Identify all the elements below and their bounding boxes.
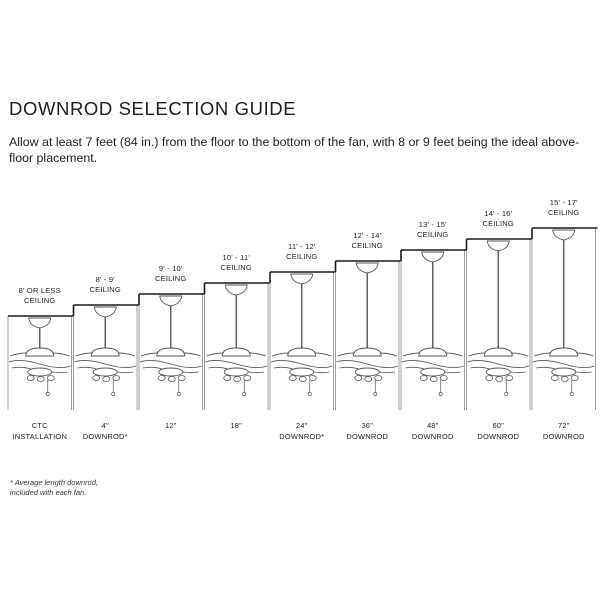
light-bulb-icon <box>375 376 382 381</box>
downrod-length-label: 18" <box>230 421 243 430</box>
ceiling-height-label: 9' - 10' <box>158 264 183 273</box>
ceiling-height-label: 14' - 16' <box>484 209 513 218</box>
downrod-length-label: DOWNROD* <box>279 432 325 441</box>
downrod-length-label: 72" <box>557 421 570 430</box>
fan-panel <box>139 264 205 430</box>
ceiling-height-label: CEILING <box>417 230 449 239</box>
ceiling-height-label: 8' - 9' <box>95 275 115 284</box>
downrod-length-label: 36" <box>361 421 374 430</box>
pull-chain-fob-icon <box>177 392 180 395</box>
light-bulb-icon <box>551 376 558 381</box>
light-kit-icon <box>224 368 248 376</box>
downrod-length-label: 48" <box>426 421 439 430</box>
guide-intro: Allow at least 7 feet (84 in.) from the floor to the bottom of the fan, with 8 or 9 feet being the ideal above-floor placement. <box>9 135 580 165</box>
canopy-icon <box>29 318 51 328</box>
light-bulb-icon <box>234 377 241 382</box>
downrod-length-label: 4" <box>101 421 109 430</box>
fan-blade-front <box>533 360 595 367</box>
light-bulb-icon <box>430 377 437 382</box>
canopy-icon <box>291 274 313 284</box>
ceiling-height-label: 15' - 17' <box>549 198 578 207</box>
pull-chain-fob-icon <box>570 392 573 395</box>
fan-blade-front <box>271 360 333 367</box>
ceiling-height-label: CEILING <box>155 274 187 283</box>
motor-housing-icon <box>157 348 185 356</box>
canopy-icon <box>422 252 444 262</box>
light-bulb-icon <box>158 376 165 381</box>
fan-panel <box>336 231 402 441</box>
guide-title: DOWNROD SELECTION GUIDE <box>9 98 297 119</box>
ceiling-height-label: CEILING <box>89 285 121 294</box>
fan-panel <box>532 198 598 441</box>
canopy-icon <box>356 263 378 273</box>
footnote-line-2: included with each fan. <box>10 488 87 497</box>
pull-chain-fob-icon <box>505 392 508 395</box>
fan-panel <box>270 242 336 441</box>
light-bulb-icon <box>506 376 513 381</box>
light-kit-icon <box>552 368 576 376</box>
light-bulb-icon <box>27 376 34 381</box>
downrod-length-label: INSTALLATION <box>12 432 68 441</box>
downrod-length-label: 12" <box>164 421 177 430</box>
pull-chain-fob-icon <box>112 392 115 395</box>
canopy-icon <box>225 285 247 295</box>
motor-housing-icon <box>353 348 381 356</box>
ceiling-height-label: 10' - 11' <box>222 253 250 262</box>
light-bulb-icon <box>103 377 110 382</box>
light-bulb-icon <box>365 377 372 382</box>
light-bulb-icon <box>561 377 568 382</box>
pull-chain-fob-icon <box>308 392 311 395</box>
light-bulb-icon <box>299 377 306 382</box>
ceiling-height-label: CEILING <box>351 241 383 250</box>
light-kit-icon <box>486 368 510 376</box>
downrod-length-label: DOWNROD <box>346 432 389 441</box>
light-bulb-icon <box>93 376 100 381</box>
motor-housing-icon <box>288 348 316 356</box>
fan-blade-front <box>337 360 399 367</box>
motor-housing-icon <box>26 348 54 356</box>
downrod-length-label: 24" <box>295 421 308 430</box>
light-bulb-icon <box>168 377 175 382</box>
motor-housing-icon <box>484 348 512 356</box>
fan-panel <box>8 286 74 441</box>
downrod-length-label: CTC <box>31 421 48 430</box>
light-kit-icon <box>421 368 445 376</box>
canopy-icon <box>553 230 575 240</box>
motor-housing-icon <box>91 348 119 356</box>
light-bulb-icon <box>47 376 54 381</box>
light-kit-icon <box>290 368 314 376</box>
ceiling-height-label: 11' - 12' <box>288 242 316 251</box>
canopy-icon <box>94 307 116 317</box>
fan-blade-front <box>9 360 71 367</box>
motor-housing-icon <box>222 348 250 356</box>
motor-housing-icon <box>419 348 447 356</box>
canopy-icon <box>487 241 509 251</box>
light-kit-icon <box>28 368 52 376</box>
downrod-length-label: DOWNROD* <box>82 432 128 441</box>
fan-blade-front <box>468 360 530 367</box>
fan-panel <box>467 209 533 441</box>
light-bulb-icon <box>309 376 316 381</box>
pull-chain-fob-icon <box>374 392 377 395</box>
downrod-length-label: DOWNROD <box>411 432 454 441</box>
ceiling-height-label: CEILING <box>482 219 514 228</box>
fan-blade-front <box>402 360 464 367</box>
pull-chain-fob-icon <box>46 392 49 395</box>
light-bulb-icon <box>178 376 185 381</box>
ceiling-height-label: CEILING <box>548 208 580 217</box>
light-bulb-icon <box>571 376 578 381</box>
fan-panel <box>401 220 467 441</box>
downrod-length-label: 60" <box>492 421 505 430</box>
light-kit-icon <box>93 368 117 376</box>
pull-chain-fob-icon <box>243 392 246 395</box>
light-bulb-icon <box>420 376 427 381</box>
light-kit-icon <box>355 368 379 376</box>
fan-panel <box>205 253 271 430</box>
fan-blade-front <box>206 360 268 367</box>
canopy-icon <box>160 296 182 306</box>
ceiling-height-label: 8' OR LESS <box>18 286 61 295</box>
fan-panel <box>74 275 140 441</box>
light-bulb-icon <box>113 376 120 381</box>
light-kit-icon <box>159 368 183 376</box>
ceiling-height-label: 12' - 14' <box>353 231 382 240</box>
downrod-length-label: DOWNROD <box>542 432 585 441</box>
ceiling-height-label: 13' - 15' <box>418 220 447 229</box>
downrod-length-label: DOWNROD <box>477 432 520 441</box>
pull-chain-fob-icon <box>439 392 442 395</box>
light-bulb-icon <box>496 377 503 382</box>
footnote-line-1: * Average length downrod, <box>10 478 98 487</box>
fan-blade-front <box>75 360 137 367</box>
motor-housing-icon <box>550 348 578 356</box>
footnote <box>10 478 98 498</box>
light-bulb-icon <box>224 376 231 381</box>
fan-blade-front <box>140 360 202 367</box>
light-bulb-icon <box>37 377 44 382</box>
light-bulb-icon <box>289 376 296 381</box>
ceiling-height-label: CEILING <box>220 263 252 272</box>
light-bulb-icon <box>244 376 251 381</box>
ceiling-height-label: CEILING <box>24 296 56 305</box>
light-bulb-icon <box>440 376 447 381</box>
light-bulb-icon <box>486 376 493 381</box>
ceiling-height-label: CEILING <box>286 252 318 261</box>
light-bulb-icon <box>355 376 362 381</box>
